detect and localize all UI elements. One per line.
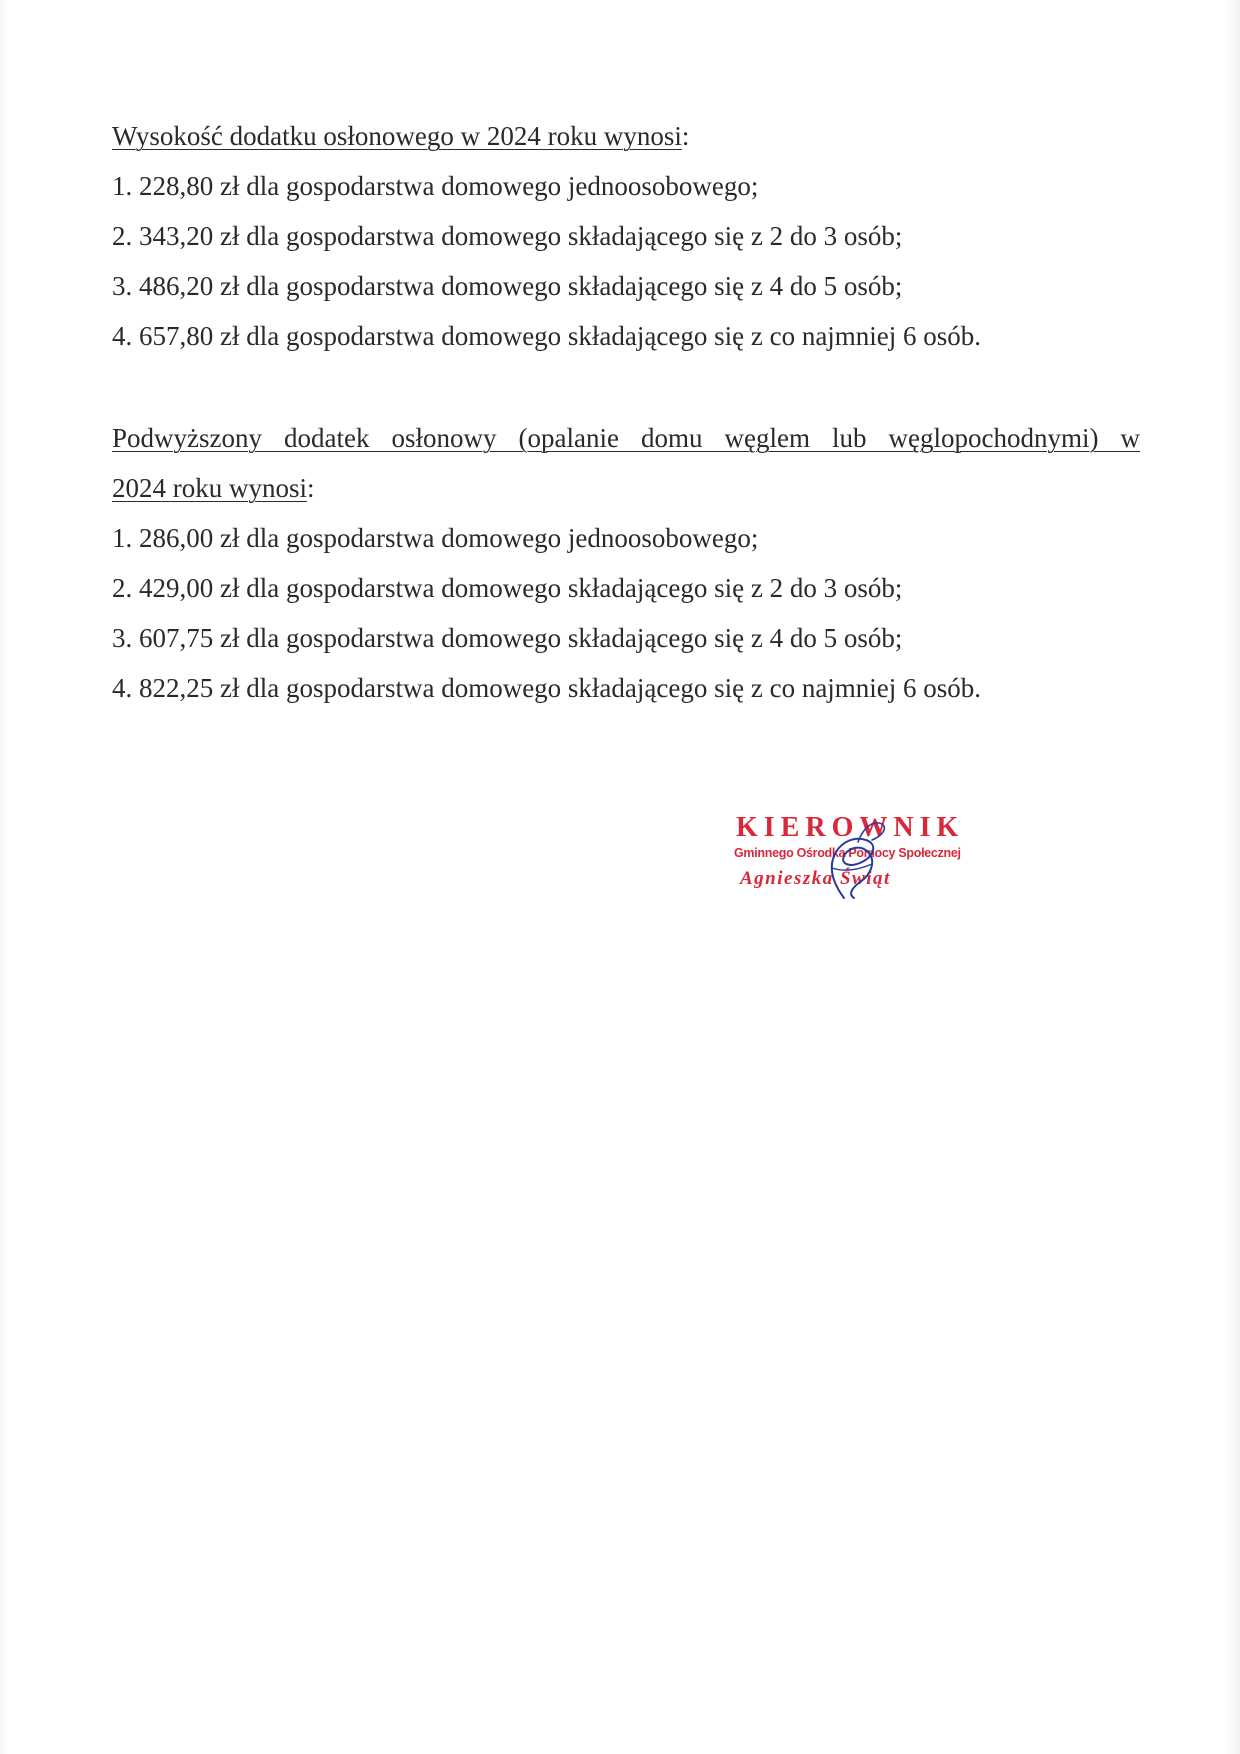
list-item: 1. 286,00 zł dla gospodarstwa domowego jednoosobowego; [112,523,759,553]
list-item: 3. 607,75 zł dla gospodarstwa domowego składającego się z 4 do 5 osób; [112,623,903,653]
signature-stroke [832,839,873,898]
stamp-title: KIEROWNIK [736,812,965,843]
stamp-institution: Gminnego Ośrodka Pomocy Społecznej [734,846,961,860]
list-item: 1. 228,80 zł dla gospodarstwa domowego jednoosobowego; [112,171,759,201]
list-item: 3. 486,20 zł dla gospodarstwa domowego składającego się z 4 do 5 osób; [112,271,903,301]
list-item: 2. 429,00 zł dla gospodarstwa domowego składającego się z 2 do 3 osób; [112,573,903,603]
stamp-name: Agnieszka Świąt [740,868,891,889]
list-item: 4. 657,80 zł dla gospodarstwa domowego składającego się z co najmniej 6 osób. [112,321,982,351]
scan-shadow-right [1226,0,1240,1754]
official-stamp [732,812,965,902]
section-heading [112,120,689,152]
section-heading-continued [112,472,315,504]
section-heading: Podwyższony dodatek osłonowy (opalanie domu węglem lub węglopochodnymi) w [112,423,1140,453]
heading-colon: : [307,473,315,503]
handwritten-signature [732,812,965,902]
list-item: 4. 822,25 zł dla gospodarstwa domowego składającego się z co najmniej 6 osób. [112,673,982,703]
heading-text: Wysokość dodatku osłonowego w 2024 roku wynosi [112,121,682,151]
heading-text: 2024 roku wynosi [112,473,307,503]
heading-colon: : [681,121,690,151]
scan-shadow-left [0,0,8,1754]
list-item: 2. 343,20 zł dla gospodarstwa domowego składającego się z 2 do 3 osób; [112,221,903,251]
